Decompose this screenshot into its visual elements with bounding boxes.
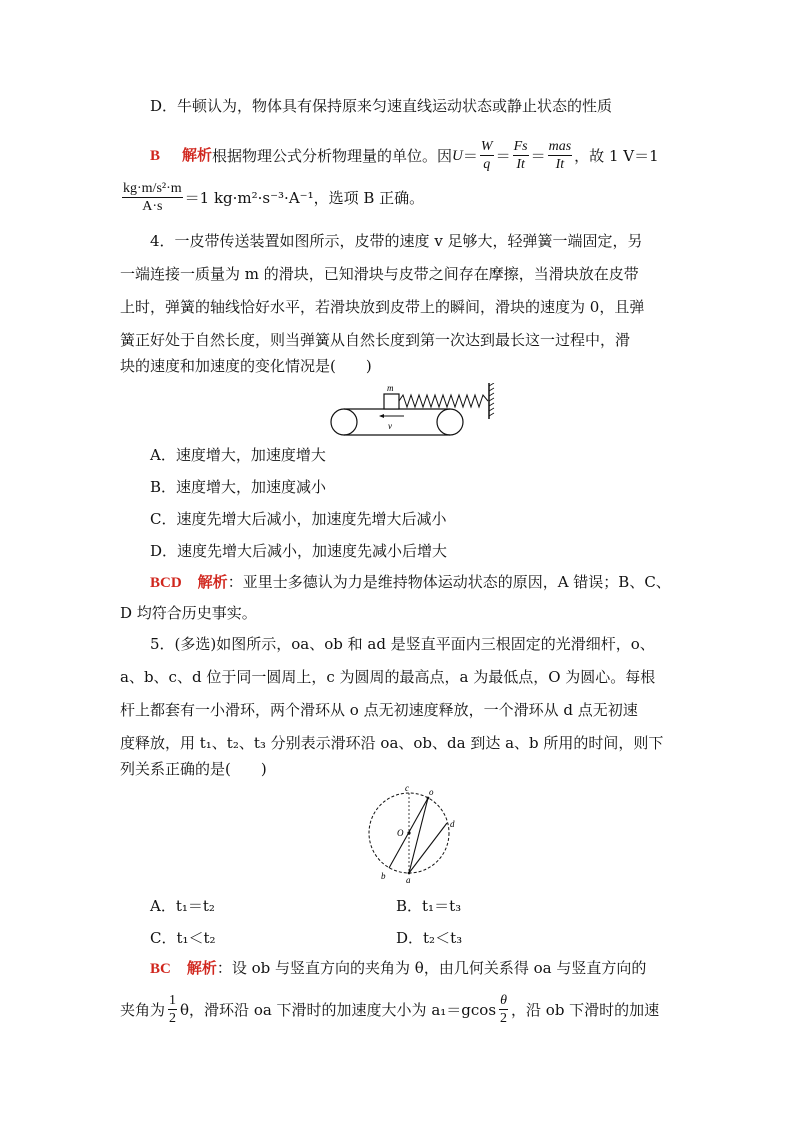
- q5-line5: 列关系正确的是( ): [120, 760, 267, 778]
- q3-tail1: ，故 1 V＝1: [574, 146, 659, 165]
- q3-frac-den-it2: It: [555, 157, 565, 172]
- q4-analysis-line2: D 均符合历史事实。: [120, 604, 257, 622]
- belt-conveyor-figure: [326, 383, 504, 439]
- q5-half-frac: [168, 992, 177, 1027]
- q5-line4: 度释放，用 t₁、t₂、t₃ 分别表示滑环沿 oa、ob、da 到达 a、b 所用的时间，则下: [120, 734, 664, 752]
- q5-l2-a: 夹角为: [120, 1000, 166, 1019]
- q4-line2: 一端连接一质量为 m 的滑块，已知滑块与皮带之间存在摩擦，当滑块放在皮带: [120, 265, 639, 283]
- q5-theta-num: θ: [500, 993, 507, 1008]
- q3-unit-num: kg·m/s²·m: [123, 181, 182, 196]
- q3-option-d: D．牛顿认为，物体具有保持原来匀速直线运动状态或静止状态的性质: [150, 97, 613, 115]
- slider-block: [384, 394, 399, 409]
- q3-frac-w-q: [480, 138, 494, 173]
- q3-frac-mas-it: [548, 138, 573, 173]
- mass-label: m: [387, 383, 394, 393]
- q3-unit-den: A·s: [142, 199, 163, 214]
- q5-line2: a、b、c、d 位于同一圆周上，c 为圆周的最高点，a 为最低点，O 为圆心。每根: [120, 668, 656, 686]
- q4-line4: 簧正好处于自然长度，则当弹簧从自然长度到第一次达到最长这一过程中，滑: [120, 331, 631, 349]
- q4-option-c: C．速度先增大后减小，加速度先增大后减小: [150, 510, 447, 528]
- q3-u: U: [452, 147, 463, 164]
- q3-frac-num-w: W: [480, 139, 493, 154]
- q5-option-a: A．t₁＝t₂: [150, 897, 215, 915]
- spring: [399, 395, 488, 407]
- q4-line5: 块的速度和加速度的变化情况是( ): [120, 357, 372, 375]
- q4-jiexi-label: 解析: [197, 575, 228, 591]
- center-point: [407, 831, 410, 834]
- q5-theta-frac: [499, 992, 508, 1027]
- q3-frac-den-q: q: [483, 157, 491, 172]
- q3-unit-frac: [122, 180, 183, 215]
- rod-ad: [409, 823, 447, 873]
- q3-frac-den-it1: It: [516, 157, 525, 172]
- q3-frac-fs-it: [513, 138, 529, 173]
- left-pulley: [331, 409, 357, 435]
- q3-frac-num-fs: Fs: [513, 139, 528, 154]
- q5-analysis-line2: [120, 992, 659, 1027]
- q3-analysis-text: 根据物理公式分析物理量的单位。因: [212, 146, 453, 165]
- label-a: a: [406, 875, 411, 885]
- label-center-O: O: [397, 828, 404, 838]
- q5-l2-c: ，沿 ob 下滑时的加速: [511, 1000, 660, 1019]
- q5-half-num: 1: [169, 993, 177, 1008]
- q3-eq3: ＝: [530, 146, 546, 165]
- q5-option-c: C．t₁＜t₂: [150, 929, 216, 947]
- q5-option-b: B．t₁＝t₃: [396, 897, 462, 915]
- q3-eq1: ＝: [462, 146, 478, 165]
- q3-tail2: ＝1 kg·m²·s⁻³·A⁻¹，选项 B 正确。: [184, 188, 425, 207]
- q3-jiexi-label: 解析: [182, 147, 213, 164]
- q5-option-d: D．t₂＜t₃: [396, 929, 463, 947]
- q5-line1: 5．(多选)如图所示，oa、ob 和 ad 是竖直平面内三根固定的光滑细杆，o、: [150, 635, 655, 653]
- q3-analysis-line2: [120, 180, 424, 215]
- label-o: o: [429, 787, 434, 797]
- q3-frac-num-mas: mas: [548, 139, 572, 154]
- q3-answer: B: [150, 147, 161, 164]
- circle-rods-figure: [360, 785, 464, 885]
- q4-answer: BCD: [150, 575, 182, 591]
- q4-option-d: D．速度先增大后减小，加速度先减小后增大: [150, 542, 448, 560]
- q5-l2-b: θ，滑环沿 oa 下滑时的加速度大小为 a₁＝gcos: [180, 1000, 497, 1019]
- q5-theta-den: 2: [500, 1011, 508, 1026]
- q5-analysis-line1: [150, 958, 646, 979]
- q4-option-a: A．速度增大，加速度增大: [150, 446, 326, 464]
- right-pulley: [437, 409, 463, 435]
- rod-oa: [409, 798, 428, 873]
- q4-line1: 4．一皮带传送装置如图所示，皮带的速度 v 足够大，轻弹簧一端固定，另: [150, 232, 643, 250]
- q5-line3: 杆上都套有一小滑环，两个滑环从 o 点无初速度释放，一个滑环从 d 点无初速: [120, 701, 638, 719]
- q5-half-den: 2: [169, 1011, 177, 1026]
- q5-jiexi-label: 解析: [186, 961, 217, 977]
- q4-line3: 上时，弹簧的轴线恰好水平，若滑块放到皮带上的瞬间，滑块的速度为 0，且弹: [120, 298, 645, 316]
- label-d: d: [450, 819, 455, 829]
- q3-eq2: ＝: [495, 146, 511, 165]
- q3-analysis-line1: [150, 138, 659, 173]
- q4-option-b: B．速度增大，加速度减小: [150, 478, 327, 496]
- q4-analysis-text: ：亚里士多德认为力是维持物体运动状态的原因，A 错误；B、C、: [227, 573, 671, 591]
- label-b: b: [381, 871, 386, 881]
- q5-answer: BC: [150, 961, 171, 977]
- q4-analysis-line1: [150, 572, 671, 593]
- q5-analysis-text: ：设 ob 与竖直方向的夹角为 θ，由几何关系得 oa 与竖直方向的: [216, 959, 647, 977]
- velocity-label: v: [388, 421, 392, 431]
- label-c: c: [405, 785, 409, 793]
